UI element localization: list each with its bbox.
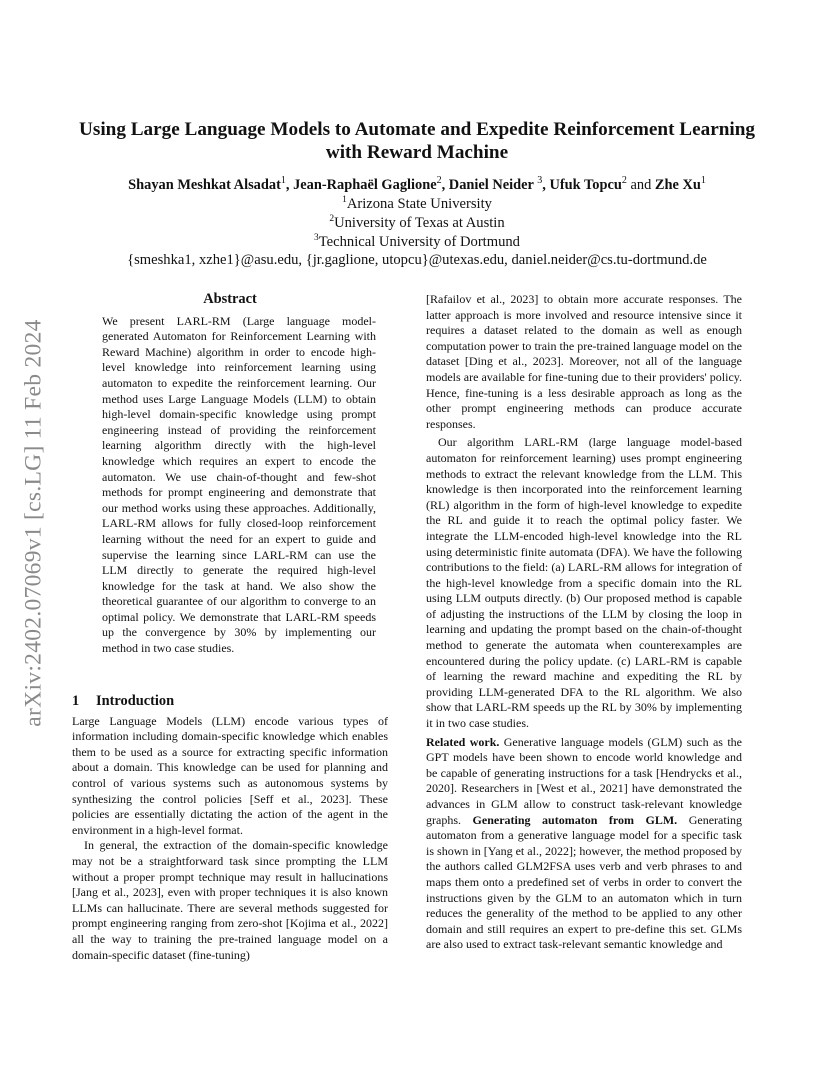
author-affiliation-mark: 1: [700, 175, 706, 186]
author-list: Shayan Meshkat Alsadat$^1$, Jean-Raphaël Gaglione$^2$, Daniel Neider $^3$, Ufuk Topcu$^2$ and Zhe Xu$^1$: [128, 175, 706, 193]
author-affiliation-mark: 2: [436, 175, 442, 186]
affiliation-name: University of Texas at Austin: [334, 214, 505, 231]
author-name: Jean-Raphaël Gaglione: [293, 176, 437, 193]
section-title: Introduction: [96, 693, 175, 709]
arxiv-stamp: [14, 288, 54, 758]
abstract-heading: Abstract: [203, 291, 257, 307]
introduction-section: [72, 694, 388, 963]
intro-paragraph-1: Large Language Models (LLM) encode various types of information including domain-specific knowledge which enables them to be used as a source for extracting specific information about a domain. This knowledge can be used for planning and control of various systems such as autonomous systems by synthesizing the control policies [Seff et al., 2023]. These policies are essentially dictating the action of the agent in the environment in a high-level format.: [72, 713, 388, 837]
affiliation-number: 2: [329, 214, 335, 224]
author-name: Zhe Xu: [654, 176, 701, 193]
section-number: 1: [72, 693, 80, 709]
author-affiliation-mark: 3: [537, 175, 543, 186]
abstract-text: We present LARL-RM (Large language model-generated Automaton for Reinforcement Learning with Reward Machine) algorithm in order to encode high-level knowledge into reinforcement learning using automaton to expedite the reinforcement learning. Our method uses Large Language Models (LLM) to obtain high-level domain-specific knowledge using prompt engineering instead of providing the reinforcement learning algorithm directly with the high-level knowledge which requires an expert to encode the automaton. We use chain-of-thought and few-shot methods for prompt engineering and demonstrate that our method works using these approaches. Additionally, LARL-RM allows for fully closed-loop reinforcement learning without the need for an expert to guide and supervise the learning since LARL-RM can use the LLM directly to generate the required high-level knowledge for the task at hand. We also show the theoretical guarantee of our algorithm to converge to an optimal policy. We demonstrate that LARL-RM speeds up the convergence by 30% by implementing our method in two case studies.: [102, 313, 376, 656]
related-work-paragraph: [426, 735, 742, 953]
intro-paragraph-continued: [Rafailov et al., 2023] to obtain more accurate responses. The latter approach is more involved and resource intensive since it requires a dataset related to the domain as well as enough computation power to train the pre-trained language model on the dataset [Ding et al., 2023]. Moreover, not all of the language models are available for fine-tuning due to their providers' policy. Hence, fine-tuning is a less desirable approach as long as the other prompt engineering methods can produce accurate responses.: [426, 292, 742, 431]
affiliation-name: Arizona State University: [346, 195, 492, 212]
author-affiliation-mark: 2: [621, 175, 627, 186]
generating-automaton-text: Generating automaton from a generative language model for a specific task is shown in [Yang et al., 2022]; however, the method proposed by the authors called GLM2FSA uses verb and verb phrases to and maps them onto a predefined set of verbs in order to convert the instructions given by the GLM to an automaton which in turn reduces the generality of the method to be applied to any other domain and still requires an expert to pre-define this set. GLMs are also used to extract task-relevant semantic knowledge and: [426, 812, 743, 952]
affiliation-line: [40, 214, 794, 232]
arxiv-stamp-text: arXiv:2402.07069v1 [cs.LG] 11 Feb 2024: [20, 319, 47, 727]
author-emails: {smeshka1, xzhe1}@asu.edu, {jr.gaglione, utopcu}@utexas.edu, daniel.neider@cs.tu-dortmund.de: [127, 252, 707, 268]
affiliation-line: [40, 195, 794, 213]
author-name: Ufuk Topcu: [549, 176, 622, 193]
affiliation-number: 1: [342, 195, 347, 205]
author-affiliation-mark: 1: [280, 175, 286, 186]
intro-paragraph-2: In general, the extraction of the domain-specific knowledge may not be a straightforward task since prompting the LLM without a proper prompt technique may result in hallucinations [Jang et al., 2023], even with proper techniques it is also known LLMs can hallucinate. There are several methods suggested for prompt engineering ranging from zero-shot [Kojima et al., 2022] all the way to training the pre-trained language model on a domain-specific dataset (fine-tuning): [72, 838, 388, 962]
author-name: Shayan Meshkat Alsadat: [128, 176, 281, 193]
author-and: and: [630, 176, 652, 193]
affiliation-line: [40, 233, 794, 251]
affiliation-number: 3: [314, 233, 319, 243]
affiliation-name: Technical University of Dortmund: [318, 233, 520, 250]
paper-title: Using Large Language Models to Automate and Expedite Reinforcement Learning with Reward Machine: [79, 119, 755, 163]
related-work-label: Related work.: [426, 734, 500, 749]
intro-paragraph-algorithm: Our algorithm LARL-RM (large language model-based automaton for reinforcement learning) uses prompt engineering methods to extract the relevant knowledge from the LLM. This knowledge is then incorporated into the reinforcement learning (RL) algorithm in the form of high-level knowledge to expedite the RL and guide it to reach the optimal policy faster. We integrate the LLM-encoded high-level knowledge into the RL using deterministic finite automata (DFA). We have the following contributions to the field: (a) LARL-RM allows for integration of the high-level knowledge from a specific domain into the RL using LLM outputs directly. (b) Our proposed method is capable of adjusting the instructions of the LLM by closing the loop in learning and updating the prompt based on the chain-of-thought method to generate the automata when counterexamples are encountered during the policy update. (c) LARL-RM is capable of learning the reward machine and expediting the RL by providing LLM-generated DFA to the RL algorithm. We also show that LARL-RM speeds up the RL by 30% by implementing it in two case studies.: [426, 435, 742, 731]
author-name: Daniel Neider: [448, 176, 534, 193]
left-column: [72, 292, 388, 657]
right-column: [426, 292, 742, 953]
related-work-text: Generative language models (GLM) such as the GPT models have been shown to encode world knowledge and be capable of generating instructions for a task [Hendrycks et al., 2020]. Researchers in [West et al., 2021] have demonstrated the advances in GLM allow to construct task-relevant knowledge graphs.: [426, 734, 742, 827]
section-heading: [72, 694, 388, 710]
generating-automaton-label: Generating automaton from GLM.: [472, 812, 678, 827]
